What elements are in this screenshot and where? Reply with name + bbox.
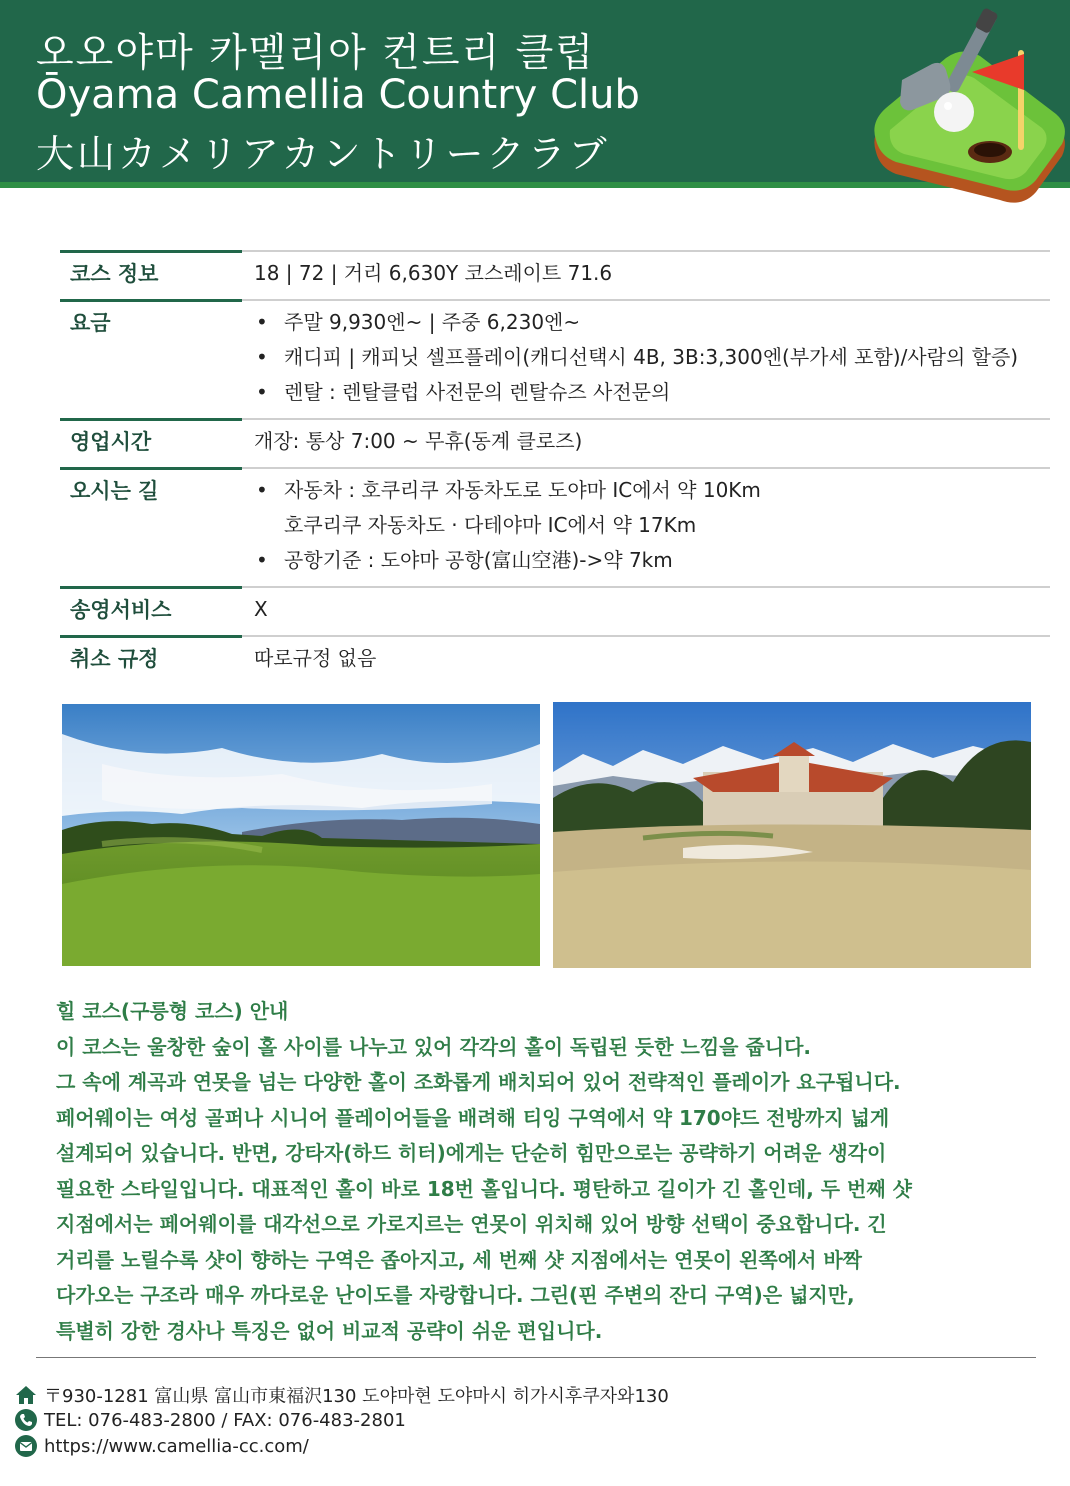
- contact-address: [14, 1382, 914, 1408]
- description-heading: 힐 코스(구릉형 코스) 안내: [56, 999, 289, 1023]
- footer-divider: [36, 1357, 1036, 1358]
- info-value-directions: [242, 469, 1050, 586]
- info-label-cancel: 취소 규정: [60, 635, 242, 684]
- info-label-directions: 오시는 길: [60, 467, 242, 586]
- info-value-course: 18 | 72 | 거리 6,630Y 코스레이트 71.6: [254, 261, 613, 285]
- info-row-shuttle: [60, 586, 1050, 635]
- description-line: 필요한 스타일입니다. 대표적인 홀이 바로 18번 홀입니다. 평탄하고 길이가 긴 홀인데, 두 번째 샷: [56, 1176, 912, 1201]
- contact-website: [14, 1434, 914, 1458]
- website-link[interactable]: https://www.camellia-cc.com/: [44, 1435, 309, 1457]
- phone-icon: [14, 1408, 38, 1432]
- description-line: 그 속에 계곡과 연못을 넘는 다양한 홀이 조화롭게 배치되어 있어 전략적인 플레이가 요구됩니다.: [56, 1070, 901, 1094]
- course-photo-fairway: [62, 704, 540, 966]
- address-text: 〒930-1281 富山県 富山市東福沢130 도야마현 도야마시 히가시후쿠자와130: [44, 1386, 669, 1407]
- course-info-table: [60, 250, 1050, 684]
- info-row-course: [60, 250, 1050, 299]
- home-icon: [14, 1383, 38, 1407]
- info-label-course: 코스 정보: [60, 250, 242, 299]
- info-row-fees: [60, 299, 1050, 418]
- info-row-cancel: [60, 635, 1050, 684]
- info-value-cancel: 따로규정 없음: [254, 646, 377, 670]
- fee-item: • 렌탈 : 렌탈클럽 사전문의 렌탈슈즈 사전문의: [254, 375, 1050, 410]
- info-value-shuttle: X: [254, 597, 268, 621]
- clubhouse-photo: [553, 702, 1031, 968]
- info-row-directions: [60, 467, 1050, 586]
- direction-item: 호쿠리쿠 자동차도 · 다테야마 IC에서 약 17Km: [284, 513, 697, 537]
- description-line: 특별히 강한 경사나 특징은 없어 비교적 공략이 쉬운 편입니다.: [56, 1318, 603, 1343]
- title-japanese: 大山カメリアカントリークラブ: [36, 132, 610, 176]
- info-row-hours: [60, 418, 1050, 467]
- info-label-shuttle: 송영서비스: [60, 586, 242, 635]
- fee-item: • 주말 9,930엔~ | 주중 6,230엔~: [254, 305, 1050, 340]
- golf-course-icon: [866, 2, 1070, 210]
- description-line: 설계되어 있습니다. 반면, 강타자(하드 히터)에게는 단순히 힘만으로는 공략하기 어려운 생각이: [56, 1141, 887, 1165]
- description-line: 이 코스는 울창한 숲이 홀 사이를 나누고 있어 각각의 홀이 독립된 듯한 느낌을 줍니다.: [56, 1034, 811, 1059]
- description-line: 거리를 노릴수록 샷이 향하는 구역은 좁아지고, 세 번째 샷 지점에서는 연못이 왼쪽에서 바짝: [56, 1247, 862, 1272]
- description-line: 페어웨이는 여성 골퍼나 시니어 플레이어들을 배려해 티잉 구역에서 약 170야드 전방까지 넓게: [56, 1105, 890, 1130]
- course-description: [56, 994, 1056, 1349]
- title-korean: 오오야마 카멜리아 컨트리 클럽: [36, 31, 595, 76]
- mail-icon: [14, 1434, 38, 1458]
- direction-item: • 공항기준 : 도야마 공항(富山空港)->약 7km: [254, 543, 1050, 578]
- description-line: 다가오는 구조라 매우 까다로운 난이도를 자랑합니다. 그린(핀 주변의 잔디 구역)은 넓지만,: [56, 1283, 855, 1307]
- info-label-fees: 요금: [60, 299, 242, 418]
- contact-phone: [14, 1408, 914, 1432]
- direction-item: • 자동차 : 호쿠리쿠 자동차도로 도야마 IC에서 약 10Km: [254, 473, 1050, 508]
- title-english: Ōyama Camellia Country Club: [36, 72, 640, 118]
- info-value-hours: 개장: 통상 7:00 ~ 무휴(동계 클로즈): [254, 429, 583, 453]
- info-value-fees: [242, 301, 1050, 418]
- fee-item: • 캐디피 | 캐피닛 셀프플레이(캐디선택시 4B, 3B:3,300엔(부가세 포함)/사람의 할증): [254, 340, 1050, 375]
- description-line: 지점에서는 페어웨이를 대각선으로 가로지르는 연못이 위치해 있어 방향 선택이 중요합니다. 긴: [56, 1212, 887, 1236]
- phone-text: TEL: 076-483-2800 / FAX: 076-483-2801: [44, 1409, 406, 1431]
- info-label-hours: 영업시간: [60, 418, 242, 467]
